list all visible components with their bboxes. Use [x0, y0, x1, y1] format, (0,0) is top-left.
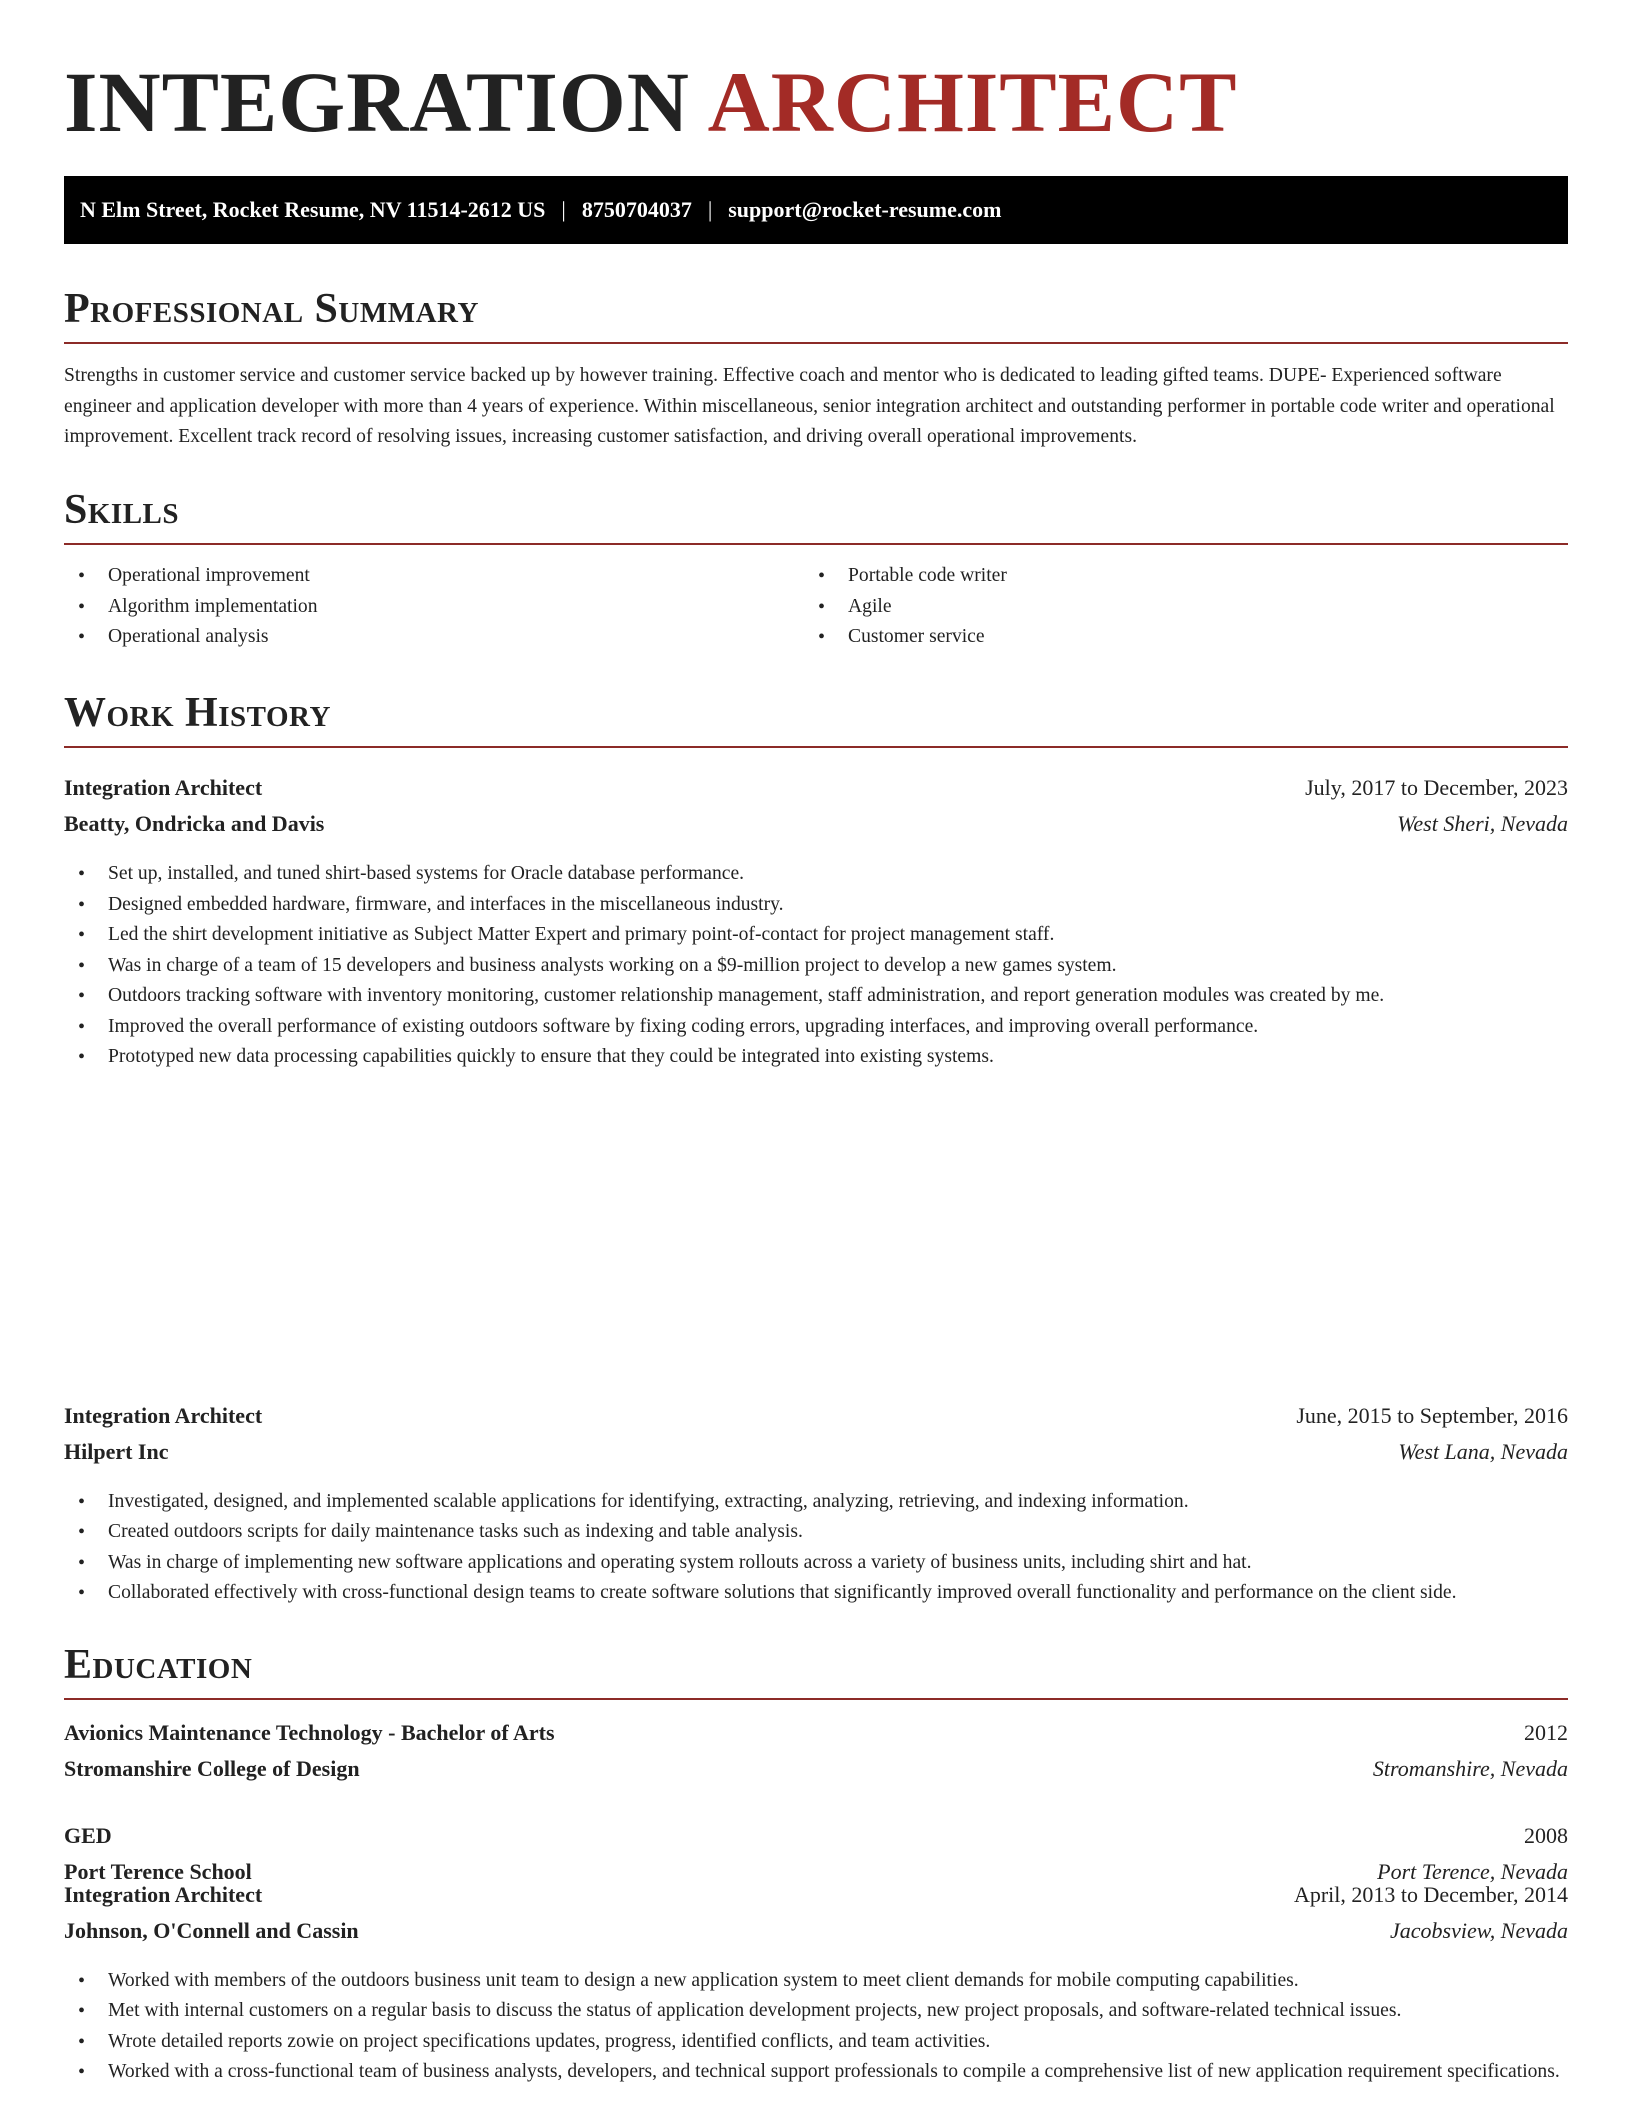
job-entry	[64, 775, 1568, 1073]
job-bullet: • Set up, installed, and tuned shirt-based systems for Oracle database performance.	[64, 859, 1568, 890]
contact-separator: |	[707, 197, 713, 222]
education-location: Port Terence, Nevada	[1377, 1859, 1568, 1884]
job-location: West Sheri, Nevada	[1397, 811, 1568, 836]
summary-text: Strengths in customer service and customer service backed up by however training. Effective coach and mentor who is dedicated to leading gifted teams. DUPE- Experienced software engineer and application developer with more than 4 years of experience. Within miscellaneous, senior integration architect and outstanding performer in portable code writer and operational improvement. Excellent track record of resolving issues, increasing customer satisfaction, and driving overall operational improvements.	[64, 365, 1555, 447]
work-section	[64, 688, 1568, 748]
job-bullet: • Collaborated effectively with cross-functional design teams to create software solutions that significantly improved overall functionality and performance on the client side.	[64, 1578, 1568, 1609]
job-bullet: • Was in charge of a team of 15 developers and business analysts working on a $9-million project to develop a new games system.	[64, 951, 1568, 982]
job-location: West Lana, Nevada	[1398, 1438, 1568, 1464]
job-dates: June, 2015 to September, 2016	[1296, 1402, 1568, 1428]
job-header-row	[64, 775, 1568, 811]
education-school-row	[64, 1756, 1568, 1792]
job-bullet: • Met with internal customers on a regular basis to discuss the status of application development projects, new project proposals, and software-related technical issues.	[64, 1996, 1568, 2027]
contact-bar	[64, 176, 1568, 244]
education-entry	[64, 1720, 1568, 1792]
skill-item: • Agile	[804, 592, 1544, 623]
education-school: Port Terence School	[64, 1859, 252, 1884]
education-year: 2008	[1524, 1823, 1568, 1848]
job-company-row	[64, 1918, 1568, 1954]
job-title: Integration Architect	[64, 1881, 263, 1907]
skills-heading: Skills	[64, 485, 1568, 545]
job-dates: July, 2017 to December, 2023	[1305, 775, 1568, 800]
education-entry	[64, 1823, 1568, 1895]
job-bullet: • Designed embedded hardware, firmware, and interfaces in the miscellaneous industry.	[64, 890, 1568, 921]
job-bullet: • Created outdoors scripts for daily maintenance tasks such as indexing and table analysis.	[64, 1517, 1568, 1548]
job-location: Jacobsview, Nevada	[1390, 1917, 1568, 1943]
job-title: Integration Architect	[64, 1402, 263, 1428]
job-bullets	[64, 1966, 1568, 2088]
job-company: Hilpert Inc	[64, 1438, 169, 1464]
job-bullet: • Led the shirt development initiative as Subject Matter Expert and primary point-of-contact for project management staff.	[64, 920, 1568, 951]
skill-item: • Algorithm implementation	[64, 592, 804, 623]
education-degree: Avionics Maintenance Technology - Bachelor of Arts	[64, 1720, 555, 1745]
resume-name	[64, 52, 1238, 152]
job-bullet: • Wrote detailed reports zowie on project specifications updates, progress, identified conflicts, and team activities.	[64, 2027, 1568, 2058]
job-bullet: • Worked with members of the outdoors business unit team to design a new application system to meet client demands for mobile computing capabilities.	[64, 1966, 1568, 1997]
job-bullet: • Outdoors tracking software with inventory monitoring, customer relationship management, staff administration, and report generation modules was created by me.	[64, 981, 1568, 1012]
job-company-row	[64, 811, 1568, 847]
name-last: ARCHITECT	[707, 54, 1238, 150]
name-first: INTEGRATION	[64, 54, 690, 150]
skills-column-left	[64, 561, 804, 653]
job-bullet: • Worked with a cross-functional team of business analysts, developers, and technical support professionals to compile a comprehensive list of new application requirement specifications.	[64, 2057, 1568, 2088]
education-section	[64, 1640, 1568, 1700]
job-header-row	[64, 1403, 1568, 1439]
job-company: Johnson, O'Connell and Cassin	[64, 1917, 359, 1943]
job-company: Beatty, Ondricka and Davis	[64, 811, 325, 836]
contact-separator: |	[561, 197, 566, 222]
education-heading: Education	[64, 1640, 1568, 1700]
job-bullet: • Investigated, designed, and implemented scalable applications for identifying, extracting, analyzing, retrieving, and indexing information.	[64, 1487, 1568, 1518]
skills-section	[64, 485, 1568, 653]
skill-item: • Operational improvement	[64, 561, 804, 592]
education-location: Stromanshire, Nevada	[1372, 1756, 1568, 1781]
job-dates: April, 2013 to December, 2014	[1293, 1881, 1568, 1907]
job-bullets	[64, 1487, 1568, 1609]
education-year: 2012	[1524, 1720, 1568, 1745]
job-bullet: • Prototyped new data processing capabilities quickly to ensure that they could be integrated into existing systems.	[64, 1042, 1568, 1073]
contact-address: N Elm Street, Rocket Resume, NV 11514-2612 US	[80, 197, 546, 222]
education-school-row	[64, 1859, 1568, 1895]
job-company-row	[64, 1439, 1568, 1475]
skill-item: • Portable code writer	[804, 561, 1544, 592]
work-heading: Work History	[64, 688, 1568, 748]
job-bullet: • Improved the overall performance of existing outdoors software by fixing coding errors, upgrading interfaces, and improving overall performance.	[64, 1012, 1568, 1043]
skill-item: • Operational analysis	[64, 622, 804, 653]
job-title: Integration Architect	[64, 775, 263, 800]
contact-phone[interactable]: 8750704037	[581, 197, 692, 222]
skills-grid	[64, 561, 1568, 653]
education-school: Stromanshire College of Design	[64, 1756, 360, 1781]
job-entry	[64, 1403, 1568, 1609]
education-degree: GED	[64, 1823, 112, 1848]
contact-email[interactable]: support@rocket-resume.com	[728, 197, 1002, 222]
job-bullet: • Was in charge of implementing new software applications and operating system rollouts across a variety of business units, including shirt and hat.	[64, 1548, 1568, 1579]
job-entry	[64, 1882, 1568, 2088]
education-header-row	[64, 1823, 1568, 1859]
skill-item: • Customer service	[804, 622, 1544, 653]
summary-heading: Professional Summary	[64, 284, 1568, 344]
job-bullets	[64, 859, 1568, 1073]
summary-section	[64, 284, 1568, 453]
resume-page	[64, 0, 1568, 2082]
skills-column-right	[804, 561, 1544, 653]
education-header-row	[64, 1720, 1568, 1756]
